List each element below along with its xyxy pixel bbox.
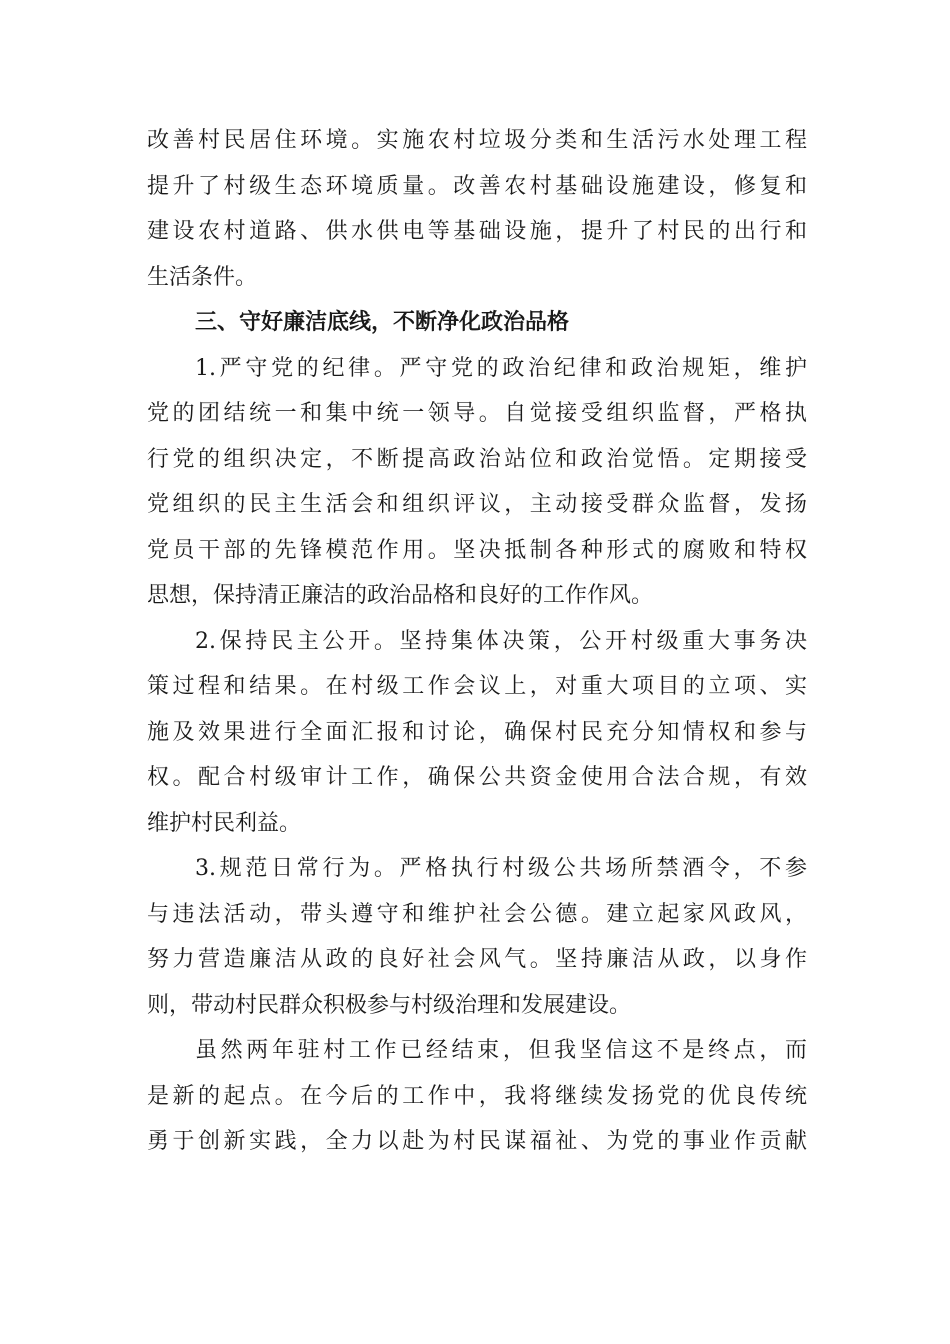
section-heading bbox=[147, 300, 807, 346]
text-line: 1.严守党的纪律。严守党的政治纪律和政治规矩，维护 bbox=[195, 355, 807, 381]
text-line: 与违法活动，带头遵守和维护社会公德。建立起家风政风， bbox=[147, 901, 807, 927]
text-line: 维护村民利益。 bbox=[147, 810, 302, 836]
paragraph-continuation bbox=[147, 118, 807, 300]
text-line: 党组织的民主生活会和组织评议，主动接受群众监督，发扬 bbox=[147, 492, 807, 517]
text-line: 勇于创新实践，全力以赴为村民谋福祉、为党的事业作贡献 bbox=[147, 1129, 807, 1154]
section-heading-text: 三、守好廉洁底线，不断净化政治品格 bbox=[195, 310, 570, 335]
paragraph-closing bbox=[147, 1028, 807, 1165]
text-line: 建设农村道路、供水供电等基础设施，提升了村民的出行和 bbox=[147, 219, 807, 244]
text-line: 是新的起点。在今后的工作中，我将继续发扬党的优良传统 bbox=[147, 1083, 807, 1109]
text-line: 权。配合村级审计工作，确保公共资金使用合法合规，有效 bbox=[147, 765, 807, 790]
text-line: 策过程和结果。在村级工作会议上，对重大项目的立项、实 bbox=[147, 674, 807, 699]
text-line: 虽然两年驻村工作已经结束，但我坚信这不是终点，而 bbox=[195, 1038, 807, 1063]
text-line: 2.保持民主公开。坚持集体决策，公开村级重大事务决 bbox=[195, 628, 807, 654]
text-line: 党的团结统一和集中统一领导。自觉接受组织监督，严格执 bbox=[147, 401, 807, 426]
text-line: 生活条件。 bbox=[147, 264, 258, 290]
text-line: 行党的组织决定，不断提高政治站位和政治觉悟。定期接受 bbox=[147, 446, 807, 472]
text-line: 提升了村级生态环境质量。改善农村基础设施建设，修复和 bbox=[147, 173, 807, 199]
text-line: 党员干部的先锋模范作用。坚决抵制各种形式的腐败和特权 bbox=[147, 537, 807, 563]
paragraph-item-2 bbox=[147, 619, 807, 847]
paragraph-item-3 bbox=[147, 846, 807, 1028]
text-line: 努力营造廉洁从政的良好社会风气。坚持廉洁从政，以身作 bbox=[147, 947, 807, 972]
text-line: 则，带动村民群众积极参与村级治理和发展建设。 bbox=[147, 992, 632, 1018]
paragraph-item-1 bbox=[147, 346, 807, 619]
document-body bbox=[147, 118, 807, 1165]
text-line: 改善村民居住环境。实施农村垃圾分类和生活污水处理工程 bbox=[147, 128, 807, 153]
text-line: 思想，保持清正廉洁的政治品格和良好的工作作风。 bbox=[147, 583, 654, 608]
text-line: 施及效果进行全面汇报和讨论，确保村民充分知情权和参与 bbox=[147, 719, 807, 745]
text-line: 3.规范日常行为。严格执行村级公共场所禁酒令，不参 bbox=[195, 856, 807, 881]
